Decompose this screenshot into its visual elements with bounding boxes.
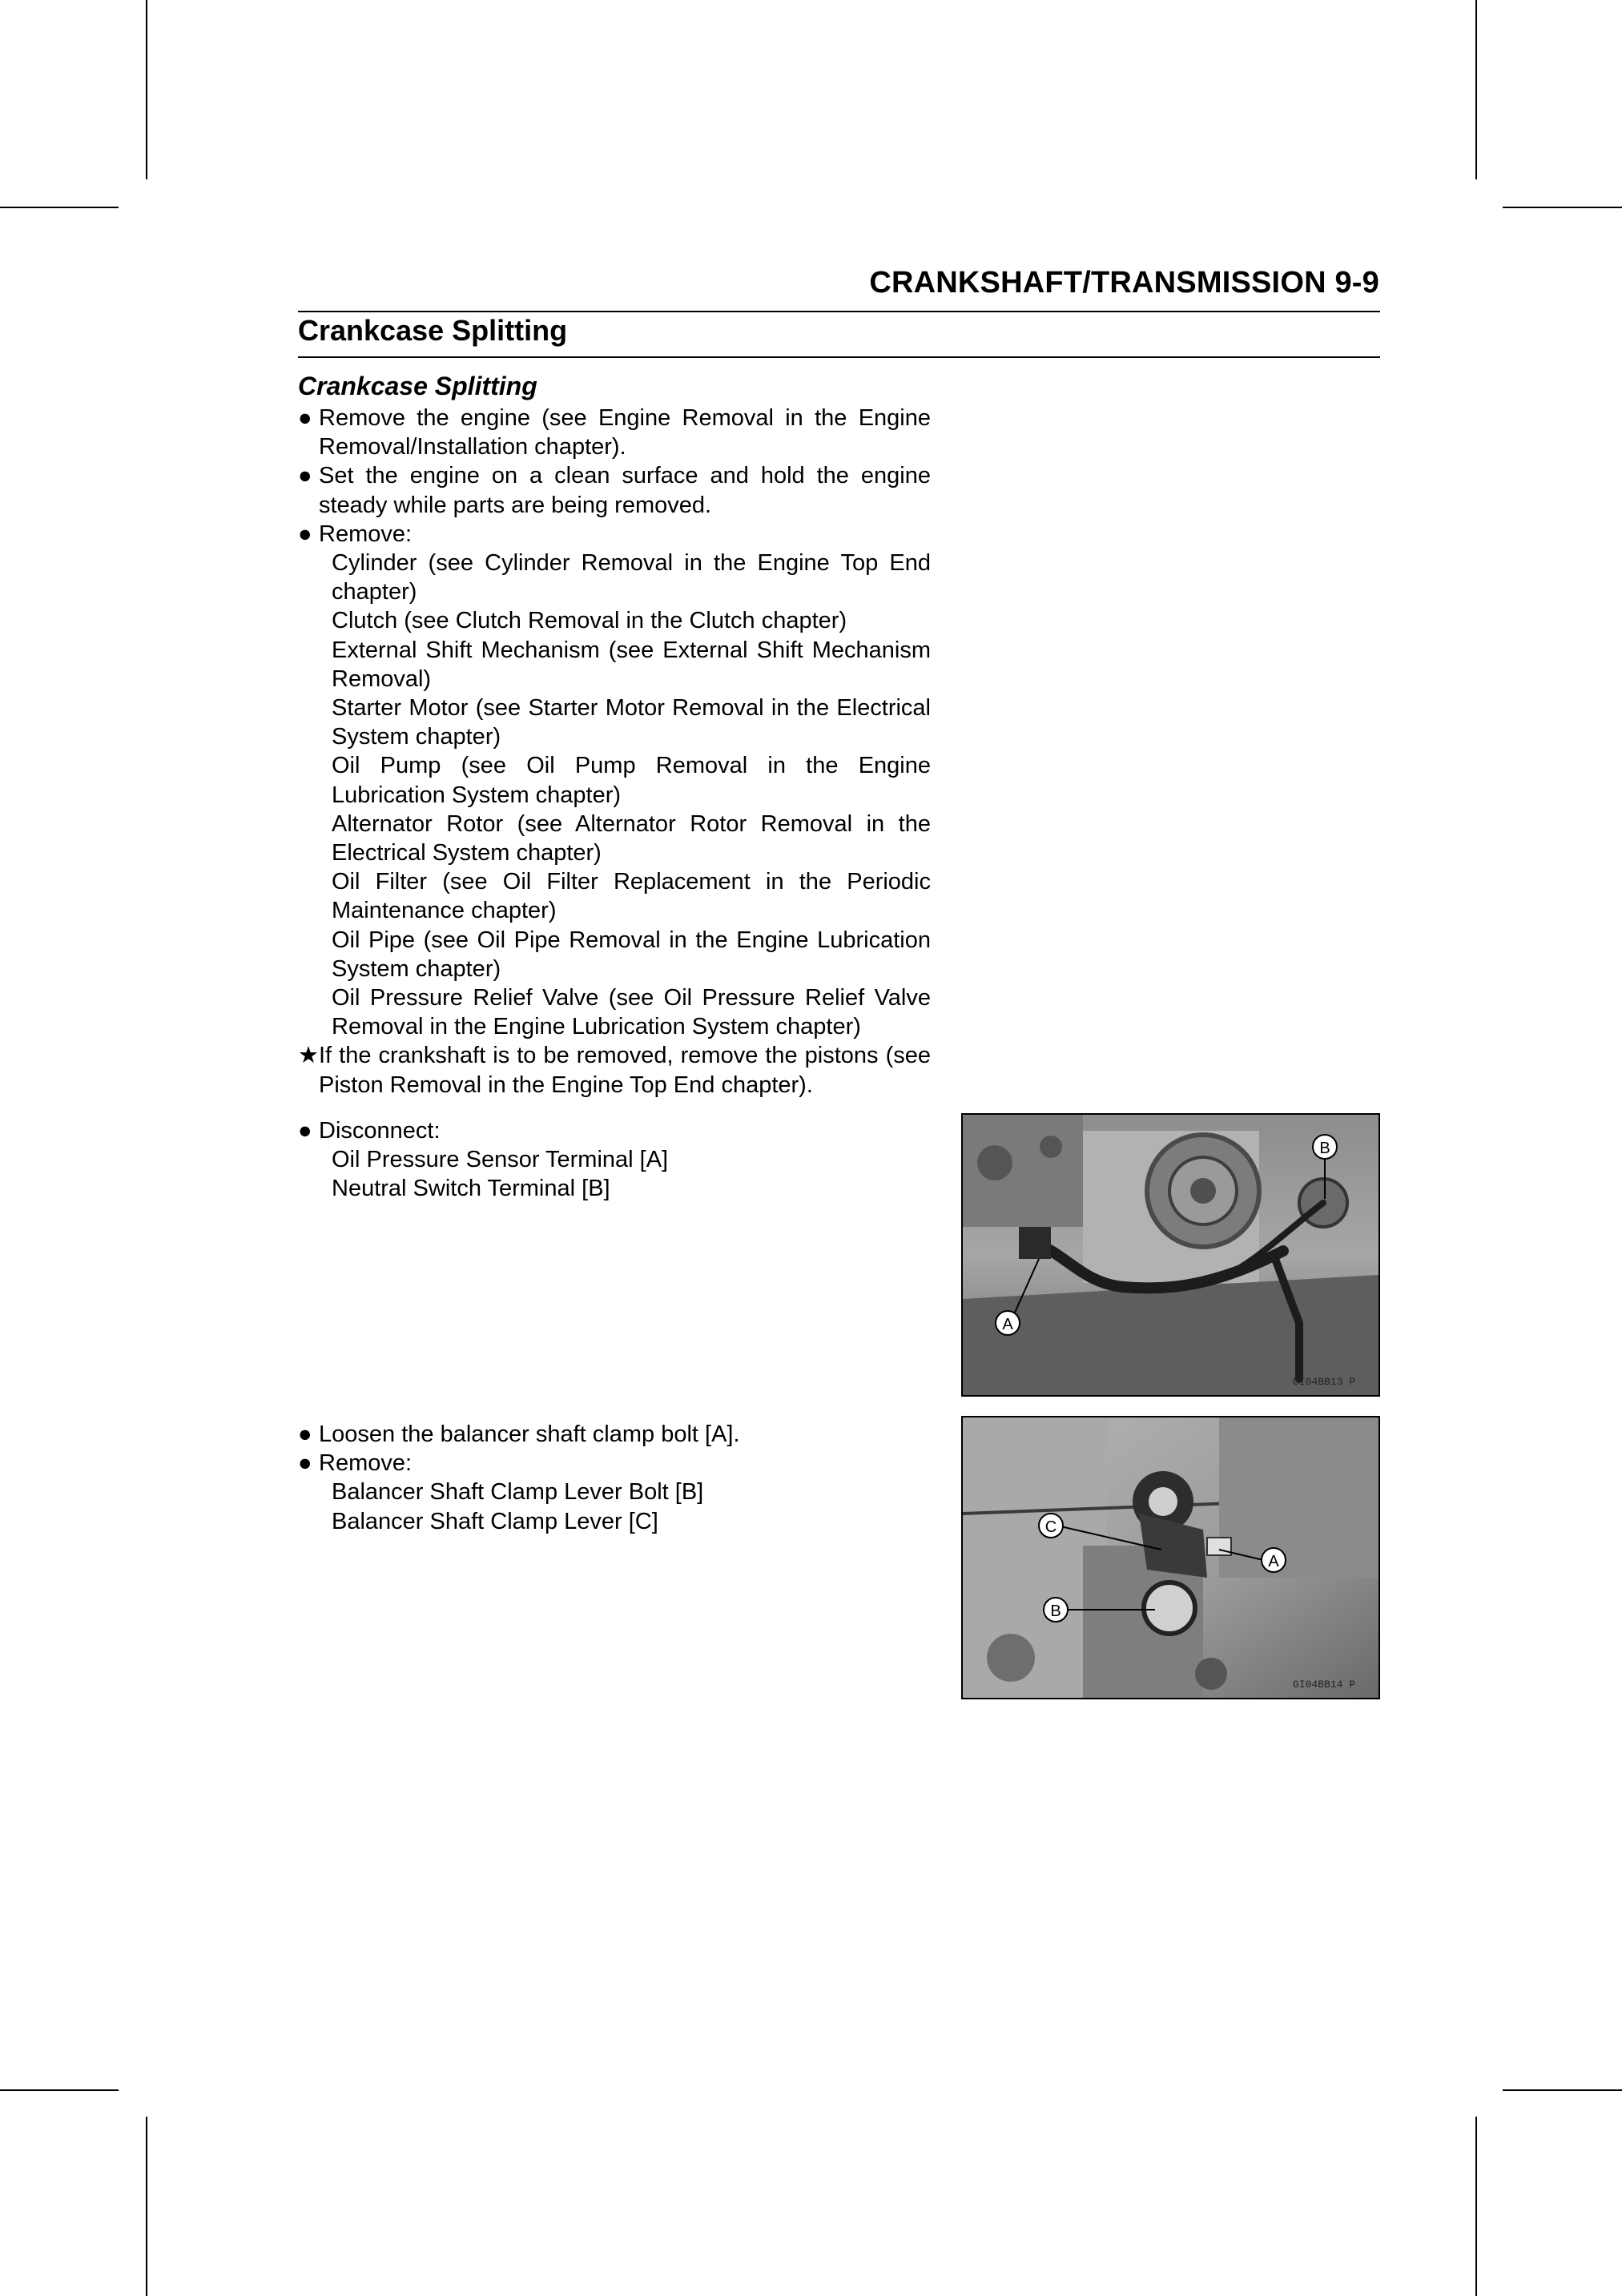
crop-mark [0,207,119,208]
crop-mark [0,2089,119,2091]
balancer-photo-illustration [963,1417,1378,1698]
list-item: Alternator Rotor (see Alternator Rotor Removal in the Electrical System chapter) [332,810,931,867]
list-item: Starter Motor (see Starter Motor Removal in the Electrical System chapter) [332,695,931,750]
crop-mark [1503,207,1622,208]
step [298,520,931,549]
list-item: Neutral Switch Terminal [B] [332,1176,610,1202]
callout-b: B [1050,1602,1061,1620]
crop-mark [1475,0,1477,179]
callout-a: A [1268,1553,1279,1570]
list-item: Balancer Shaft Clamp Lever Bolt [B] [332,1479,704,1506]
callout-a: A [1002,1316,1013,1333]
step [298,1449,931,1478]
procedure-title: Crankcase Splitting [298,372,537,400]
bullet-icon: ● [298,405,312,431]
engine-photo-illustration [963,1115,1378,1395]
engine-photo-terminals [961,1113,1380,1397]
balancer-body [298,1420,931,1536]
list-item: Oil Pressure Relief Valve (see Oil Pressure Relief Valve Removal in the Engine Lubrication System chapter) [332,985,931,1040]
bullet-icon: ● [298,1118,312,1144]
list-item: Clutch (see Clutch Removal in the Clutch chapter) [332,608,847,634]
bullet-icon: ● [298,521,312,547]
note [298,1041,931,1099]
crop-mark [1475,2117,1477,2296]
section-rule [298,356,1380,358]
bullet-icon: ● [298,463,312,489]
step-text: Disconnect: [319,1118,441,1144]
list-item: Oil Pipe (see Oil Pipe Removal in the Engine Lubrication System chapter) [332,927,931,982]
list-item: Oil Pressure Sensor Terminal [A] [332,1147,669,1173]
step-text: Remove: [319,1450,413,1477]
bullet-icon: ● [298,1450,312,1477]
procedure-body [298,404,931,1100]
bullet-icon: ● [298,1421,312,1447]
figure-code: GI04BB14 P [1293,1679,1356,1691]
section-title: Crankcase Splitting [298,314,568,347]
crop-mark [146,0,147,179]
step-text: Remove the engine (see Engine Removal in the Engine Removal/Installation chapter). [319,405,931,460]
note-text: If the crankshaft is to be removed, remove the pistons (see Piston Removal in the Engine Top End chapter). [319,1043,931,1098]
step-text: Set the engine on a clean surface and hold the engine steady while parts are being removed. [319,463,931,518]
crop-mark [146,2117,147,2296]
star-icon: ★ [298,1043,319,1069]
callout-c: C [1044,1518,1057,1536]
step [298,404,931,461]
list-item: Oil Filter (see Oil Filter Replacement in the Periodic Maintenance chapter) [332,869,931,924]
step-text: Remove: [319,521,413,547]
step [298,461,931,519]
crop-mark [1503,2089,1622,2091]
figure-code: GI04BB13 P [1293,1376,1356,1388]
step [298,1116,931,1145]
engine-photo-balancer [961,1416,1380,1699]
step-text: Loosen the balancer shaft clamp bolt [A]. [319,1421,740,1447]
list-item: External Shift Mechanism (see External Shift Mechanism Removal) [332,637,931,692]
list-item: Balancer Shaft Clamp Lever [C] [332,1508,658,1534]
list-item: Oil Pump (see Oil Pump Removal in the Engine Lubrication System chapter) [332,753,931,808]
callout-b: B [1319,1140,1330,1157]
running-head: CRANKSHAFT/TRANSMISSION 9-9 [869,266,1379,300]
disconnect-body [298,1116,931,1204]
step [298,1420,931,1449]
list-item: Cylinder (see Cylinder Removal in the Engine Top End chapter) [332,550,931,605]
header-rule [298,311,1380,312]
